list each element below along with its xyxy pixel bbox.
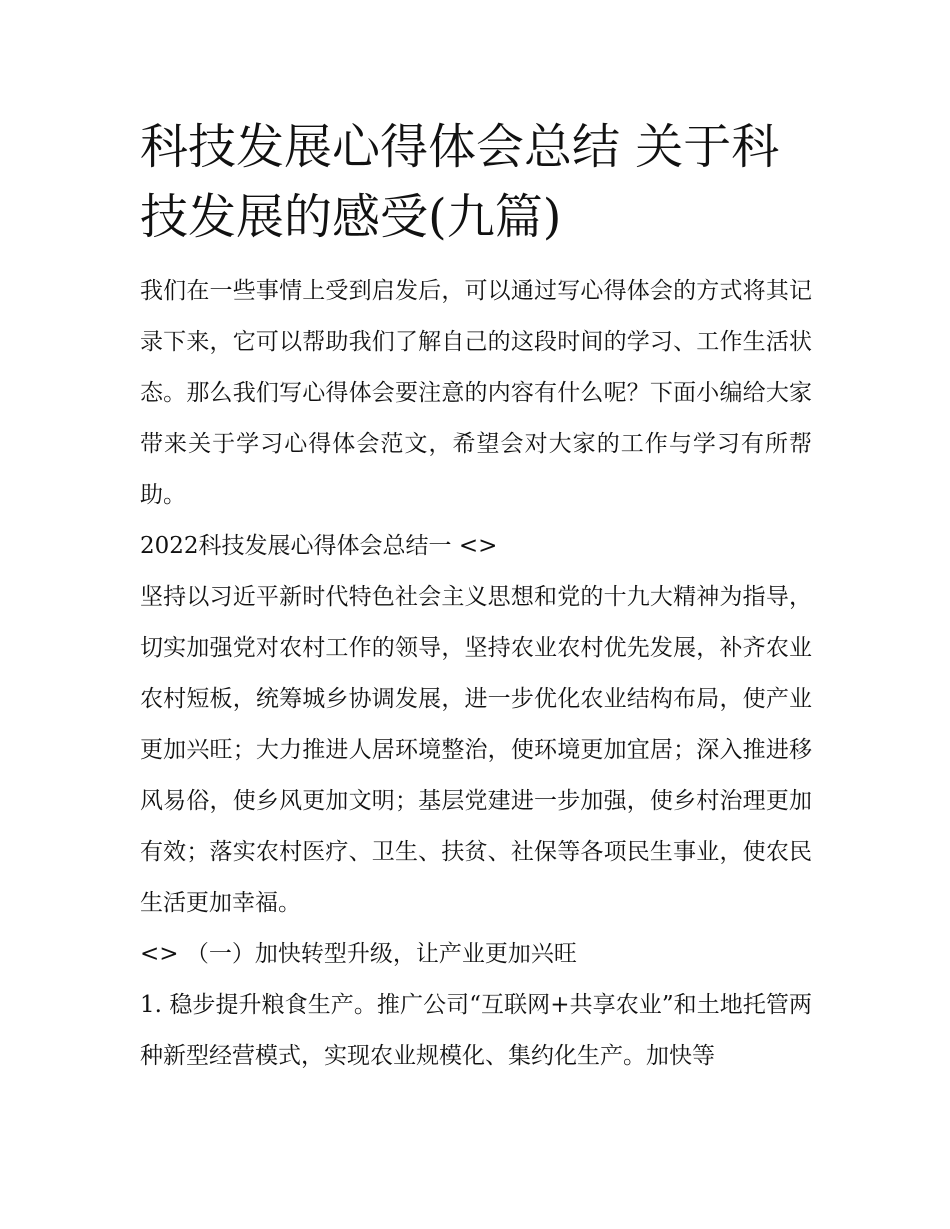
intro-paragraph: 我们在一些事情上受到启发后，可以通过写心得体会的方式将其记录下来，它可以帮助我们了解自己的这段时间的学习、工作生活状态。那么我们写心得体会要注意的内容有什么呢？下面小编给大家带来关于学习心得体会范文，希望会对大家的工作与学习有所帮助。 [140, 278, 812, 508]
section-heading: 2022科技发展心得体会总结一 <> [140, 533, 498, 559]
section-paragraph: 坚持以习近平新时代特色社会主义思想和党的十九大精神为指导，切实加强党对农村工作的领导，坚持农业农村优先发展，补齐农业农村短板，统筹城乡协调发展，进一步优化农业结构布局，使产业更加兴旺；大力推进人居环境整治，使环境更加宜居；深入推进移风易俗，使乡风更加文明；基层党建进一步加强，使乡村治理更加有效；落实农村医疗、卫生、扶贫、社保等各项民生事业，使农民生活更加幸福。 [140, 584, 812, 916]
title-line-1: 科技发展心得体会总结 关于科 [140, 119, 780, 175]
list-item-1: 1. 稳步提升粮食生产。推广公司“互联网+共享农业”和土地托管两种新型经营模式，实现农业规模化、集约化生产。加快等 [140, 992, 812, 1069]
document-page [140, 112, 812, 1082]
title-line-2: 技发展的感受(九篇) [140, 189, 562, 245]
document-title [140, 112, 812, 252]
subsection-heading: <> （一）加快转型升级，让产业更加兴旺 [140, 941, 577, 967]
document-body [140, 266, 812, 1082]
